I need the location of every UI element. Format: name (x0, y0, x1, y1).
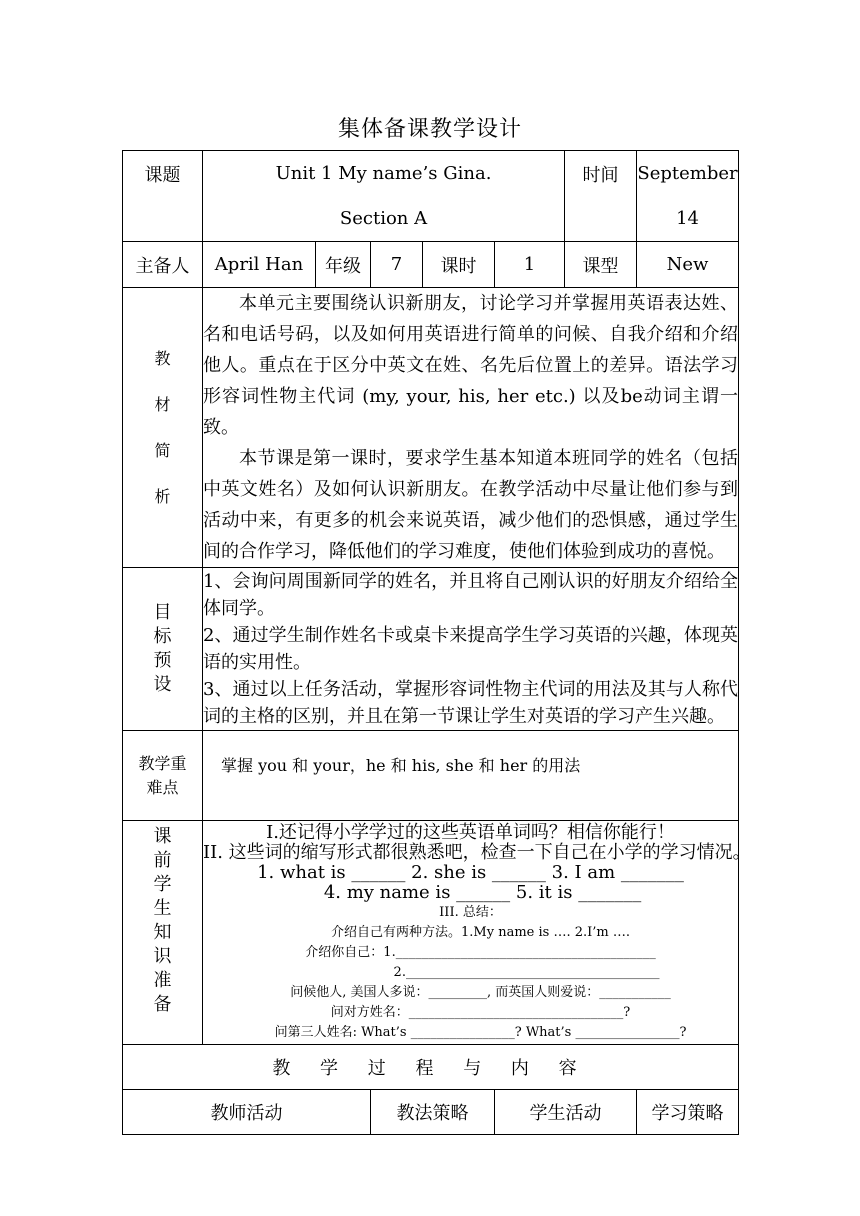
goal-2: 2、通过学生制作姓名卡或桌卡来提高学生学习英语的兴趣，体现英语的实用性。 (203, 625, 739, 673)
period-label: 课时 (423, 242, 495, 288)
prep-line-1: I.还记得小学学过的这些英语单词吗？相信你能行！ (266, 821, 675, 843)
grade-value: 7 (371, 242, 423, 288)
prep-line-4: 4. my name is ______ 5. it is _______ (323, 881, 642, 903)
student-activity-header: 学生活动 (495, 1090, 637, 1135)
prep-line-5: III. 总结： (439, 904, 502, 920)
topic-line1: Unit 1 My name’s Gina. (275, 163, 492, 184)
period-value: 1 (495, 242, 565, 288)
analysis-paragraph-2: 本节课是第一课时，要求学生基本知道本班同学的姓名（包括中英文姓名）及如何认识新朋友。在教学活动中尽量让他们参与到活动中来，有更多的机会来说英语，减少他们的恐惧感，通过学生间的合作学习，降低他们的学习难度，使他们体验到成功的喜悦。 (203, 448, 739, 562)
time-label: 时间 (565, 151, 637, 242)
presenter-label: 主备人 (123, 242, 203, 288)
prep-row (123, 821, 739, 1045)
goals-text (203, 568, 739, 731)
analysis-row (123, 288, 739, 568)
prep-line-11: 问第三人姓名: What’s ________________? What’s ________________? (274, 1024, 687, 1040)
teaching-strategy-header: 教法策略 (371, 1090, 495, 1135)
goal-1: 1、会询问周围新同学的姓名，并且将自己刚认识的好朋友介绍给全体同学。 (203, 571, 739, 619)
topic-label: 课题 (123, 151, 203, 242)
process-title-row (123, 1045, 739, 1090)
time-line2: 14 (676, 208, 699, 229)
goals-row (123, 568, 739, 731)
type-value: New (637, 242, 739, 288)
grade-label: 年级 (316, 242, 371, 288)
time-line1: September (637, 163, 738, 184)
key-points-text: 掌握 you 和 your，he 和 his, she 和 her 的用法 (203, 731, 739, 821)
time-value (637, 151, 739, 242)
topic-row (123, 151, 739, 242)
analysis-label: 教 材 简 析 (123, 288, 203, 568)
prep-line-10: 问对方姓名：_________________________________? (330, 1004, 631, 1020)
info-row (123, 242, 739, 288)
goal-3: 3、通过以上任务活动，掌握形容词性物主代词的用法及其与人称代词的主格的区别，并且在第一节课让学生对英语的学习产生兴趣。 (203, 679, 739, 727)
key-points-label: 教学重 难点 (123, 731, 203, 821)
type-label: 课型 (565, 242, 637, 288)
document-title: 集体备课教学设计 (337, 117, 522, 142)
prep-line-6: 介绍自己有两种方法。1.My name is …. 2.I’m …. (331, 924, 630, 940)
prep-line-3: 1. what is ______ 2. she is ______ 3. I am _______ (257, 861, 684, 883)
prep-label: 课 前 学 生 知 识 准 备 (123, 821, 203, 1045)
prep-line-2: II. 这些词的缩写形式都很熟悉吧，检查一下自己在小学的学习情况。 (203, 841, 751, 863)
presenter-value: April Han (203, 242, 316, 288)
prep-line-8: 2._______________________________________ (393, 964, 660, 980)
lesson-plan-table (122, 150, 751, 1135)
learning-strategy-header: 学习策略 (637, 1090, 739, 1135)
prep-line-7: 介绍你自己：1.________________________________________ (305, 944, 656, 960)
analysis-paragraph-1: 本单元主要围绕认识新朋友，讨论学习并掌握用英语表达姓、名和电话号码，以及如何用英语进行简单的问候、自我介绍和介绍他人。重点在于区分中英文在姓、名先后位置上的差异。语法学习形容词性物主代词 (my, your, his, her etc.) 以及be动词主谓一致。 (203, 293, 739, 438)
key-points-row (123, 731, 739, 821)
topic-line2: Section A (339, 208, 428, 229)
teacher-activity-header: 教师活动 (123, 1090, 371, 1135)
process-title: 教 学 过 程 与 内 容 (123, 1045, 739, 1090)
prep-line-9: 问候他人, 美国人多说：_________, 而英国人则爱说：___________ (290, 984, 671, 1000)
analysis-text (203, 288, 739, 568)
topic-value (203, 151, 565, 242)
prep-content (203, 821, 751, 1045)
process-header-row (123, 1090, 739, 1135)
goals-label: 目 标 预 设 (123, 568, 203, 731)
